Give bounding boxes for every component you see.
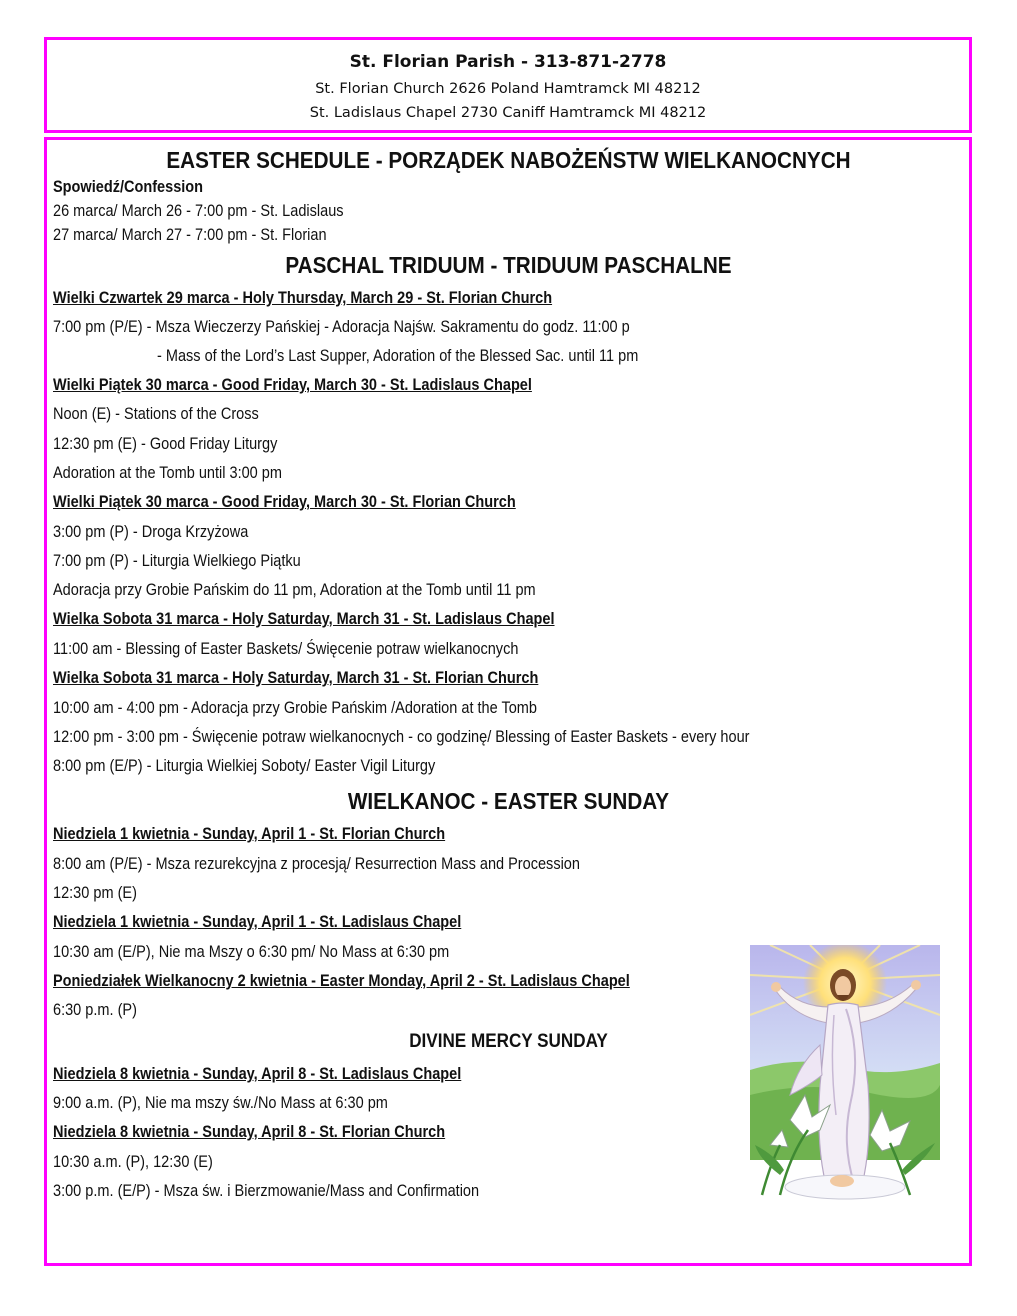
easter-title: WIELKANOC - EASTER SUNDAY	[347, 788, 670, 814]
thursday-heading: Wielki Czwartek 29 marca - Holy Thursday, March 29 - St. Florian Church	[53, 289, 553, 307]
risen-christ-icon	[750, 945, 940, 1205]
schedule-item: 11:00 am - Blessing of Easter Baskets/ Święcenie potraw wielkanocnych	[53, 640, 519, 658]
parish-title: St. Florian Parish - 313-871-2778	[349, 52, 667, 72]
divine-mercy-title: DIVINE MERCY SUNDAY	[409, 1031, 608, 1052]
friday-chapel-heading: Wielki Piątek 30 marca - Good Friday, March 30 - St. Ladislaus Chapel	[53, 376, 532, 394]
church-address: St. Florian Church 2626 Poland Hamtramck MI 48212	[315, 81, 701, 97]
schedule-item: 8:00 pm (E/P) - Liturgia Wielkiej Soboty/ Easter Vigil Liturgy	[53, 757, 436, 775]
schedule-item: Adoracja przy Grobie Pańskim do 11 pm, Adoration at the Tomb until 11 pm	[53, 581, 536, 599]
easter-church-heading: Niedziela 1 kwietnia - Sunday, April 1 - St. Florian Church	[53, 825, 446, 843]
schedule-item: 6:30 p.m. (P)	[53, 1001, 137, 1019]
easter-monday-heading: Poniedziałek Wielkanocny 2 kwietnia - Easter Monday, April 2 - St. Ladislaus Chapel	[53, 972, 630, 990]
triduum-title: PASCHAL TRIDUUM - TRIDUUM PASCHALNE	[285, 252, 732, 278]
schedule-item: 10:00 am - 4:00 pm - Adoracja przy Grobie Pańskim /Adoration at the Tomb	[53, 699, 537, 717]
schedule-item: 12:00 pm - 3:00 pm - Święcenie potraw wielkanocnych - co godzinę/ Blessing of Easter Baskets - every hour	[53, 728, 750, 746]
schedule-item: 9:00 a.m. (P), Nie ma mszy św./No Mass at 6:30 pm	[53, 1094, 388, 1112]
schedule-item: 12:30 pm (E)	[53, 884, 137, 902]
friday-church-heading: Wielki Piątek 30 marca - Good Friday, March 30 - St. Florian Church	[53, 493, 516, 511]
schedule-item: 12:30 pm (E) - Good Friday Liturgy	[53, 435, 278, 453]
saturday-church-heading: Wielka Sobota 31 marca - Holy Saturday, March 31 - St. Florian Church	[53, 669, 539, 687]
schedule-item: 3:00 pm (P) - Droga Krzyżowa	[53, 523, 249, 541]
schedule-item: 8:00 am (P/E) - Msza rezurekcyjna z procesją/ Resurrection Mass and Procession	[53, 855, 580, 873]
confession-heading: Spowiedź/Confession	[53, 178, 204, 196]
easter-chapel-heading: Niedziela 1 kwietnia - Sunday, April 1 - St. Ladislaus Chapel	[53, 913, 462, 931]
schedule-item: 7:00 pm (P/E) - Msza Wieczerzy Pańskiej - Adoracja Najśw. Sakramentu do godz. 11:00 p	[53, 318, 630, 336]
confession-item: 26 marca/ March 26 - 7:00 pm - St. Ladislaus	[53, 202, 344, 220]
schedule-item: - Mass of the Lord’s Last Supper, Adoration of the Blessed Sac. until 11 pm	[157, 347, 639, 365]
schedule-title: EASTER SCHEDULE - PORZĄDEK NABOŻEŃSTW WIELKANOCNYCH	[166, 147, 851, 173]
saturday-chapel-heading: Wielka Sobota 31 marca - Holy Saturday, March 31 - St. Ladislaus Chapel	[53, 610, 555, 628]
schedule-item: Noon (E) - Stations of the Cross	[53, 405, 259, 423]
divine-mercy-chapel-heading: Niedziela 8 kwietnia - Sunday, April 8 - St. Ladislaus Chapel	[53, 1065, 462, 1083]
parish-header	[44, 37, 972, 133]
chapel-address: St. Ladislaus Chapel 2730 Caniff Hamtramck MI 48212	[309, 105, 707, 121]
schedule-item: 10:30 a.m. (P), 12:30 (E)	[53, 1153, 213, 1171]
schedule-item: 10:30 am (E/P), Nie ma Mszy o 6:30 pm/ No Mass at 6:30 pm	[53, 943, 450, 961]
schedule-item: 7:00 pm (P) - Liturgia Wielkiego Piątku	[53, 552, 301, 570]
divine-mercy-church-heading: Niedziela 8 kwietnia - Sunday, April 8 - St. Florian Church	[53, 1123, 446, 1141]
schedule-item: 3:00 p.m. (E/P) - Msza św. i Bierzmowanie/Mass and Confirmation	[53, 1182, 480, 1200]
confession-item: 27 marca/ March 27 - 7:00 pm - St. Florian	[53, 226, 327, 244]
schedule-item: Adoration at the Tomb until 3:00 pm	[53, 464, 282, 482]
